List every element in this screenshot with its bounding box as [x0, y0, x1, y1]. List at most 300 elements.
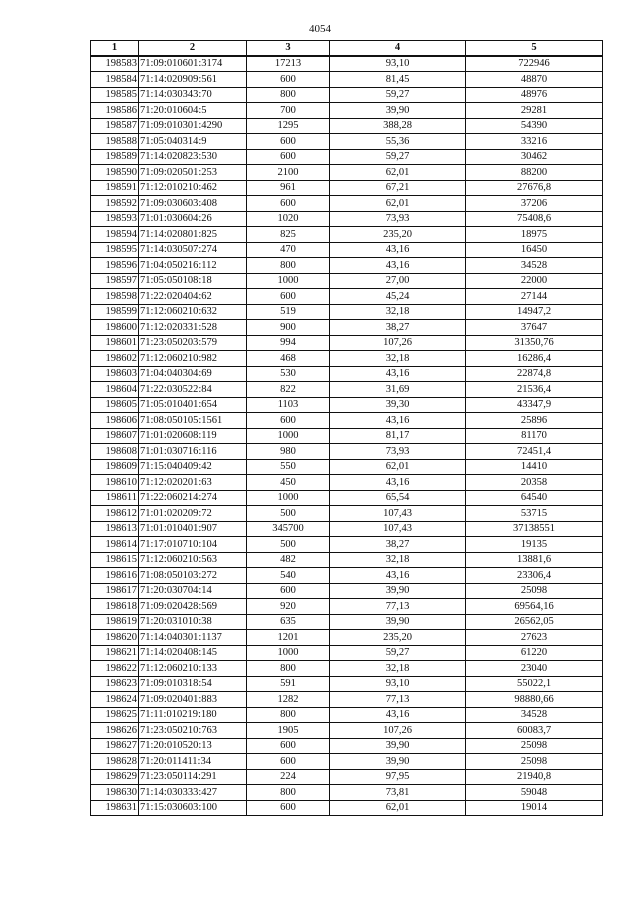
table-cell-col-1: 198599 [91, 304, 139, 320]
table-row [91, 785, 603, 801]
table-cell-col-5: 29281 [466, 103, 603, 119]
table-cell-col-2: 71:12:020331:528 [139, 320, 247, 336]
table-row [91, 413, 603, 429]
table-row [91, 645, 603, 661]
table-cell-col-4: 43,16 [330, 707, 466, 723]
table-cell-col-3: 825 [247, 227, 330, 243]
table-cell-col-3: 800 [247, 707, 330, 723]
table-cell-col-1: 198595 [91, 242, 139, 258]
table-row [91, 180, 603, 196]
table-cell-col-3: 530 [247, 366, 330, 382]
table-cell-col-1: 198615 [91, 552, 139, 568]
table-cell-col-2: 71:01:030604:26 [139, 211, 247, 227]
table-cell-col-4: 39,30 [330, 397, 466, 413]
table-row [91, 227, 603, 243]
table-cell-col-1: 198591 [91, 180, 139, 196]
table-cell-col-2: 71:14:040301:1137 [139, 630, 247, 646]
table-row [91, 56, 603, 72]
table-cell-col-2: 71:09:020501:253 [139, 165, 247, 181]
table-row [91, 800, 603, 816]
table-cell-col-4: 107,43 [330, 506, 466, 522]
column-header-2: 2 [139, 41, 247, 56]
table-cell-col-5: 34528 [466, 258, 603, 274]
table-cell-col-1: 198594 [91, 227, 139, 243]
table-cell-col-2: 71:09:010318:54 [139, 676, 247, 692]
table-cell-col-3: 500 [247, 506, 330, 522]
table-cell-col-1: 198606 [91, 413, 139, 429]
table-cell-col-1: 198585 [91, 87, 139, 103]
table-cell-col-1: 198619 [91, 614, 139, 630]
table-cell-col-5: 25098 [466, 754, 603, 770]
table-cell-col-2: 71:01:020209:72 [139, 506, 247, 522]
table-row [91, 475, 603, 491]
table-row [91, 428, 603, 444]
table-cell-col-5: 98880,66 [466, 692, 603, 708]
table-row [91, 87, 603, 103]
table-row [91, 320, 603, 336]
table-row [91, 242, 603, 258]
table-cell-col-4: 43,16 [330, 475, 466, 491]
table-cell-col-3: 800 [247, 661, 330, 677]
table-cell-col-4: 32,18 [330, 552, 466, 568]
table-cell-col-4: 62,01 [330, 196, 466, 212]
table-cell-col-1: 198625 [91, 707, 139, 723]
table-cell-col-5: 69564,16 [466, 599, 603, 615]
table-row [91, 661, 603, 677]
table-cell-col-4: 39,90 [330, 103, 466, 119]
table-cell-col-4: 45,24 [330, 289, 466, 305]
table-cell-col-1: 198597 [91, 273, 139, 289]
table-cell-col-4: 62,01 [330, 459, 466, 475]
table-cell-col-4: 39,90 [330, 583, 466, 599]
table-cell-col-1: 198586 [91, 103, 139, 119]
table-cell-col-3: 600 [247, 800, 330, 816]
table-cell-col-4: 77,13 [330, 599, 466, 615]
table-cell-col-2: 71:12:060210:982 [139, 351, 247, 367]
table-cell-col-5: 72451,4 [466, 444, 603, 460]
table-cell-col-3: 600 [247, 738, 330, 754]
table-cell-col-2: 71:22:030522:84 [139, 382, 247, 398]
table-cell-col-3: 600 [247, 413, 330, 429]
table-cell-col-5: 21940,8 [466, 769, 603, 785]
table-row [91, 769, 603, 785]
table-cell-col-5: 25098 [466, 583, 603, 599]
table-cell-col-3: 500 [247, 537, 330, 553]
table-row [91, 196, 603, 212]
table-cell-col-2: 71:23:050114:291 [139, 769, 247, 785]
table-cell-col-3: 800 [247, 785, 330, 801]
table-cell-col-1: 198607 [91, 428, 139, 444]
table-cell-col-2: 71:04:050216:112 [139, 258, 247, 274]
table-cell-col-5: 23040 [466, 661, 603, 677]
table-cell-col-1: 198583 [91, 56, 139, 72]
table-cell-col-5: 64540 [466, 490, 603, 506]
table-cell-col-4: 235,20 [330, 227, 466, 243]
table-row [91, 134, 603, 150]
table-cell-col-5: 37138551 [466, 521, 603, 537]
table-cell-col-4: 32,18 [330, 304, 466, 320]
table-cell-col-2: 71:12:060210:563 [139, 552, 247, 568]
table-cell-col-2: 71:20:011411:34 [139, 754, 247, 770]
table-cell-col-4: 59,27 [330, 149, 466, 165]
table-cell-col-2: 71:22:060214:274 [139, 490, 247, 506]
table-cell-col-5: 19014 [466, 800, 603, 816]
table-cell-col-4: 65,54 [330, 490, 466, 506]
table-cell-col-3: 994 [247, 335, 330, 351]
table-cell-col-2: 71:15:030603:100 [139, 800, 247, 816]
table-cell-col-4: 77,13 [330, 692, 466, 708]
table-cell-col-1: 198620 [91, 630, 139, 646]
table-cell-col-4: 55,36 [330, 134, 466, 150]
table-cell-col-3: 1000 [247, 645, 330, 661]
table-cell-col-2: 71:14:030333:427 [139, 785, 247, 801]
table-cell-col-5: 54390 [466, 118, 603, 134]
table-cell-col-4: 43,16 [330, 258, 466, 274]
table-row [91, 165, 603, 181]
table-row [91, 211, 603, 227]
table-cell-col-5: 722946 [466, 56, 603, 72]
table-cell-col-1: 198587 [91, 118, 139, 134]
table-cell-col-4: 38,27 [330, 320, 466, 336]
table-cell-col-4: 67,21 [330, 180, 466, 196]
table-cell-col-5: 75408,6 [466, 211, 603, 227]
table-cell-col-3: 600 [247, 196, 330, 212]
table-cell-col-3: 468 [247, 351, 330, 367]
table-cell-col-4: 93,10 [330, 56, 466, 72]
table-cell-col-3: 1020 [247, 211, 330, 227]
table-cell-col-3: 600 [247, 583, 330, 599]
table-row [91, 335, 603, 351]
table-cell-col-5: 48976 [466, 87, 603, 103]
table-cell-col-3: 961 [247, 180, 330, 196]
table-cell-col-2: 71:09:030603:408 [139, 196, 247, 212]
table-cell-col-2: 71:15:040409:42 [139, 459, 247, 475]
table-cell-col-3: 980 [247, 444, 330, 460]
table-cell-col-2: 71:12:060210:632 [139, 304, 247, 320]
table-cell-col-1: 198622 [91, 661, 139, 677]
table-cell-col-2: 71:20:030704:14 [139, 583, 247, 599]
table-cell-col-5: 18975 [466, 227, 603, 243]
table-cell-col-2: 71:14:020408:145 [139, 645, 247, 661]
table-cell-col-2: 71:23:050210:763 [139, 723, 247, 739]
table-cell-col-5: 26562,05 [466, 614, 603, 630]
table-cell-col-3: 345700 [247, 521, 330, 537]
table-row [91, 118, 603, 134]
table-cell-col-3: 17213 [247, 56, 330, 72]
table-cell-col-5: 16450 [466, 242, 603, 258]
table-cell-col-3: 1905 [247, 723, 330, 739]
table-cell-col-5: 14410 [466, 459, 603, 475]
table-cell-col-4: 93,10 [330, 676, 466, 692]
table-cell-col-4: 97,95 [330, 769, 466, 785]
table-cell-col-4: 39,90 [330, 754, 466, 770]
table-cell-col-3: 482 [247, 552, 330, 568]
table-row [91, 273, 603, 289]
table-cell-col-4: 38,27 [330, 537, 466, 553]
table-cell-col-5: 33216 [466, 134, 603, 150]
table-cell-col-3: 1000 [247, 490, 330, 506]
table-cell-col-4: 62,01 [330, 800, 466, 816]
table-cell-col-1: 198609 [91, 459, 139, 475]
table-cell-col-3: 920 [247, 599, 330, 615]
table-cell-col-4: 388,28 [330, 118, 466, 134]
table-cell-col-3: 1295 [247, 118, 330, 134]
table-row [91, 630, 603, 646]
table-cell-col-4: 59,27 [330, 645, 466, 661]
table-cell-col-2: 71:20:010604:5 [139, 103, 247, 119]
table-cell-col-2: 71:09:010301:4290 [139, 118, 247, 134]
table-cell-col-1: 198621 [91, 645, 139, 661]
table-cell-col-3: 600 [247, 289, 330, 305]
table-row [91, 707, 603, 723]
table-cell-col-5: 25896 [466, 413, 603, 429]
table-cell-col-3: 1000 [247, 428, 330, 444]
table-cell-col-1: 198603 [91, 366, 139, 382]
table-cell-col-2: 71:05:040314:9 [139, 134, 247, 150]
table-cell-col-1: 198596 [91, 258, 139, 274]
table-cell-col-2: 71:12:010210:462 [139, 180, 247, 196]
table-cell-col-4: 43,16 [330, 366, 466, 382]
table-cell-col-5: 43347,9 [466, 397, 603, 413]
table-cell-col-1: 198590 [91, 165, 139, 181]
table-row [91, 738, 603, 754]
table-cell-col-1: 198611 [91, 490, 139, 506]
table-cell-col-3: 450 [247, 475, 330, 491]
table-cell-col-5: 23306,4 [466, 568, 603, 584]
table-cell-col-1: 198613 [91, 521, 139, 537]
table-cell-col-3: 540 [247, 568, 330, 584]
table-cell-col-3: 2100 [247, 165, 330, 181]
table-cell-col-4: 43,16 [330, 413, 466, 429]
table-row [91, 723, 603, 739]
table-row [91, 552, 603, 568]
table-cell-col-5: 22874,8 [466, 366, 603, 382]
table-row [91, 537, 603, 553]
table-row [91, 366, 603, 382]
header-row [91, 41, 603, 56]
table-cell-col-2: 71:20:031010:38 [139, 614, 247, 630]
table-row [91, 289, 603, 305]
table-cell-col-5: 25098 [466, 738, 603, 754]
table-cell-col-5: 60083,7 [466, 723, 603, 739]
table-cell-col-2: 71:09:010601:3174 [139, 56, 247, 72]
table-cell-col-3: 1201 [247, 630, 330, 646]
table-row [91, 676, 603, 692]
table-row [91, 103, 603, 119]
table-cell-col-1: 198617 [91, 583, 139, 599]
table-cell-col-4: 73,81 [330, 785, 466, 801]
table-cell-col-1: 198600 [91, 320, 139, 336]
table-cell-col-5: 34528 [466, 707, 603, 723]
table-cell-col-4: 73,93 [330, 444, 466, 460]
table-cell-col-1: 198608 [91, 444, 139, 460]
table-cell-col-5: 19135 [466, 537, 603, 553]
table-cell-col-4: 59,27 [330, 87, 466, 103]
table-header [91, 41, 603, 56]
table-cell-col-4: 39,90 [330, 738, 466, 754]
table-cell-col-3: 1282 [247, 692, 330, 708]
table-cell-col-1: 198588 [91, 134, 139, 150]
table-cell-col-2: 71:09:020428:569 [139, 599, 247, 615]
table-cell-col-4: 31,69 [330, 382, 466, 398]
table-cell-col-1: 198601 [91, 335, 139, 351]
table-cell-col-4: 81,17 [330, 428, 466, 444]
table-row [91, 568, 603, 584]
column-header-5: 5 [466, 41, 603, 56]
table-row [91, 351, 603, 367]
table-cell-col-5: 37206 [466, 196, 603, 212]
table-cell-col-1: 198598 [91, 289, 139, 305]
table-row [91, 599, 603, 615]
table-row [91, 521, 603, 537]
table-cell-col-5: 20358 [466, 475, 603, 491]
table-cell-col-5: 27623 [466, 630, 603, 646]
table-cell-col-4: 235,20 [330, 630, 466, 646]
table-cell-col-4: 32,18 [330, 661, 466, 677]
table-cell-col-5: 27144 [466, 289, 603, 305]
column-header-3: 3 [247, 41, 330, 56]
table-cell-col-2: 71:09:020401:883 [139, 692, 247, 708]
table-cell-col-2: 71:01:020608:119 [139, 428, 247, 444]
table-cell-col-5: 22000 [466, 273, 603, 289]
table-cell-col-3: 600 [247, 149, 330, 165]
page-number: 4054 [309, 23, 331, 35]
table-row [91, 692, 603, 708]
table-cell-col-1: 198616 [91, 568, 139, 584]
table-cell-col-3: 800 [247, 258, 330, 274]
table-cell-col-5: 59048 [466, 785, 603, 801]
table-cell-col-2: 71:01:030716:116 [139, 444, 247, 460]
column-header-4: 4 [330, 41, 466, 56]
table-cell-col-5: 27676,8 [466, 180, 603, 196]
table-cell-col-5: 55022,1 [466, 676, 603, 692]
table-cell-col-3: 591 [247, 676, 330, 692]
table-cell-col-2: 71:14:030343:70 [139, 87, 247, 103]
table-row [91, 304, 603, 320]
table-row [91, 614, 603, 630]
table-cell-col-2: 71:14:030507:274 [139, 242, 247, 258]
table-cell-col-4: 107,26 [330, 335, 466, 351]
table-cell-col-1: 198605 [91, 397, 139, 413]
table-cell-col-3: 700 [247, 103, 330, 119]
table-cell-col-2: 71:11:010219:180 [139, 707, 247, 723]
table-cell-col-5: 30462 [466, 149, 603, 165]
table-cell-col-1: 198602 [91, 351, 139, 367]
table-row [91, 397, 603, 413]
table-cell-col-4: 73,93 [330, 211, 466, 227]
table-cell-col-2: 71:01:010401:907 [139, 521, 247, 537]
table-cell-col-1: 198628 [91, 754, 139, 770]
table-cell-col-5: 14947,2 [466, 304, 603, 320]
table-cell-col-2: 71:22:020404:62 [139, 289, 247, 305]
table-cell-col-5: 48870 [466, 72, 603, 88]
table-cell-col-3: 600 [247, 72, 330, 88]
table-cell-col-4: 107,26 [330, 723, 466, 739]
table-row [91, 754, 603, 770]
table-cell-col-4: 27,00 [330, 273, 466, 289]
table-cell-col-1: 198624 [91, 692, 139, 708]
table-cell-col-1: 198589 [91, 149, 139, 165]
table-cell-col-3: 635 [247, 614, 330, 630]
table-cell-col-4: 62,01 [330, 165, 466, 181]
table-cell-col-5: 88200 [466, 165, 603, 181]
table-cell-col-4: 32,18 [330, 351, 466, 367]
table-cell-col-5: 37647 [466, 320, 603, 336]
table-cell-col-2: 71:14:020801:825 [139, 227, 247, 243]
table-cell-col-3: 519 [247, 304, 330, 320]
column-header-1: 1 [91, 41, 139, 56]
data-table [90, 40, 603, 816]
table-cell-col-3: 822 [247, 382, 330, 398]
table-row [91, 459, 603, 475]
table-cell-col-2: 71:14:020909:561 [139, 72, 247, 88]
table-cell-col-5: 31350,76 [466, 335, 603, 351]
table-cell-col-1: 198629 [91, 769, 139, 785]
table-cell-col-2: 71:12:020201:63 [139, 475, 247, 491]
table-row [91, 72, 603, 88]
table-cell-col-3: 470 [247, 242, 330, 258]
table-cell-col-3: 600 [247, 134, 330, 150]
table-cell-col-2: 71:20:010520:13 [139, 738, 247, 754]
table-cell-col-1: 198627 [91, 738, 139, 754]
table-cell-col-2: 71:04:040304:69 [139, 366, 247, 382]
table-cell-col-2: 71:12:060210:133 [139, 661, 247, 677]
table-cell-col-1: 198631 [91, 800, 139, 816]
table-cell-col-1: 198630 [91, 785, 139, 801]
table-cell-col-4: 39,90 [330, 614, 466, 630]
table-cell-col-1: 198604 [91, 382, 139, 398]
table-cell-col-2: 71:05:010401:654 [139, 397, 247, 413]
table-cell-col-2: 71:23:050203:579 [139, 335, 247, 351]
table-cell-col-1: 198623 [91, 676, 139, 692]
table-cell-col-5: 53715 [466, 506, 603, 522]
table-cell-col-2: 71:08:050105:1561 [139, 413, 247, 429]
table-cell-col-3: 1000 [247, 273, 330, 289]
table-row [91, 382, 603, 398]
table-cell-col-5: 16286,4 [466, 351, 603, 367]
table-cell-col-1: 198592 [91, 196, 139, 212]
table-cell-col-2: 71:17:010710:104 [139, 537, 247, 553]
table-row [91, 444, 603, 460]
table-cell-col-1: 198626 [91, 723, 139, 739]
table-cell-col-4: 43,16 [330, 242, 466, 258]
table-cell-col-1: 198612 [91, 506, 139, 522]
table-cell-col-1: 198614 [91, 537, 139, 553]
table-cell-col-3: 600 [247, 754, 330, 770]
table-cell-col-5: 61220 [466, 645, 603, 661]
table-row [91, 490, 603, 506]
table-cell-col-5: 81170 [466, 428, 603, 444]
table-cell-col-1: 198584 [91, 72, 139, 88]
table-cell-col-5: 21536,4 [466, 382, 603, 398]
table-cell-col-2: 71:08:050103:272 [139, 568, 247, 584]
table-cell-col-3: 224 [247, 769, 330, 785]
table-row [91, 149, 603, 165]
table-cell-col-1: 198593 [91, 211, 139, 227]
table-row [91, 258, 603, 274]
table-cell-col-4: 81,45 [330, 72, 466, 88]
table-cell-col-4: 107,43 [330, 521, 466, 537]
table-body [91, 56, 603, 816]
table-cell-col-4: 43,16 [330, 568, 466, 584]
table-row [91, 506, 603, 522]
table-cell-col-3: 800 [247, 87, 330, 103]
table-cell-col-3: 900 [247, 320, 330, 336]
table-cell-col-5: 13881,6 [466, 552, 603, 568]
table-cell-col-2: 71:14:020823:530 [139, 149, 247, 165]
table-cell-col-2: 71:05:050108:18 [139, 273, 247, 289]
table-cell-col-1: 198618 [91, 599, 139, 615]
